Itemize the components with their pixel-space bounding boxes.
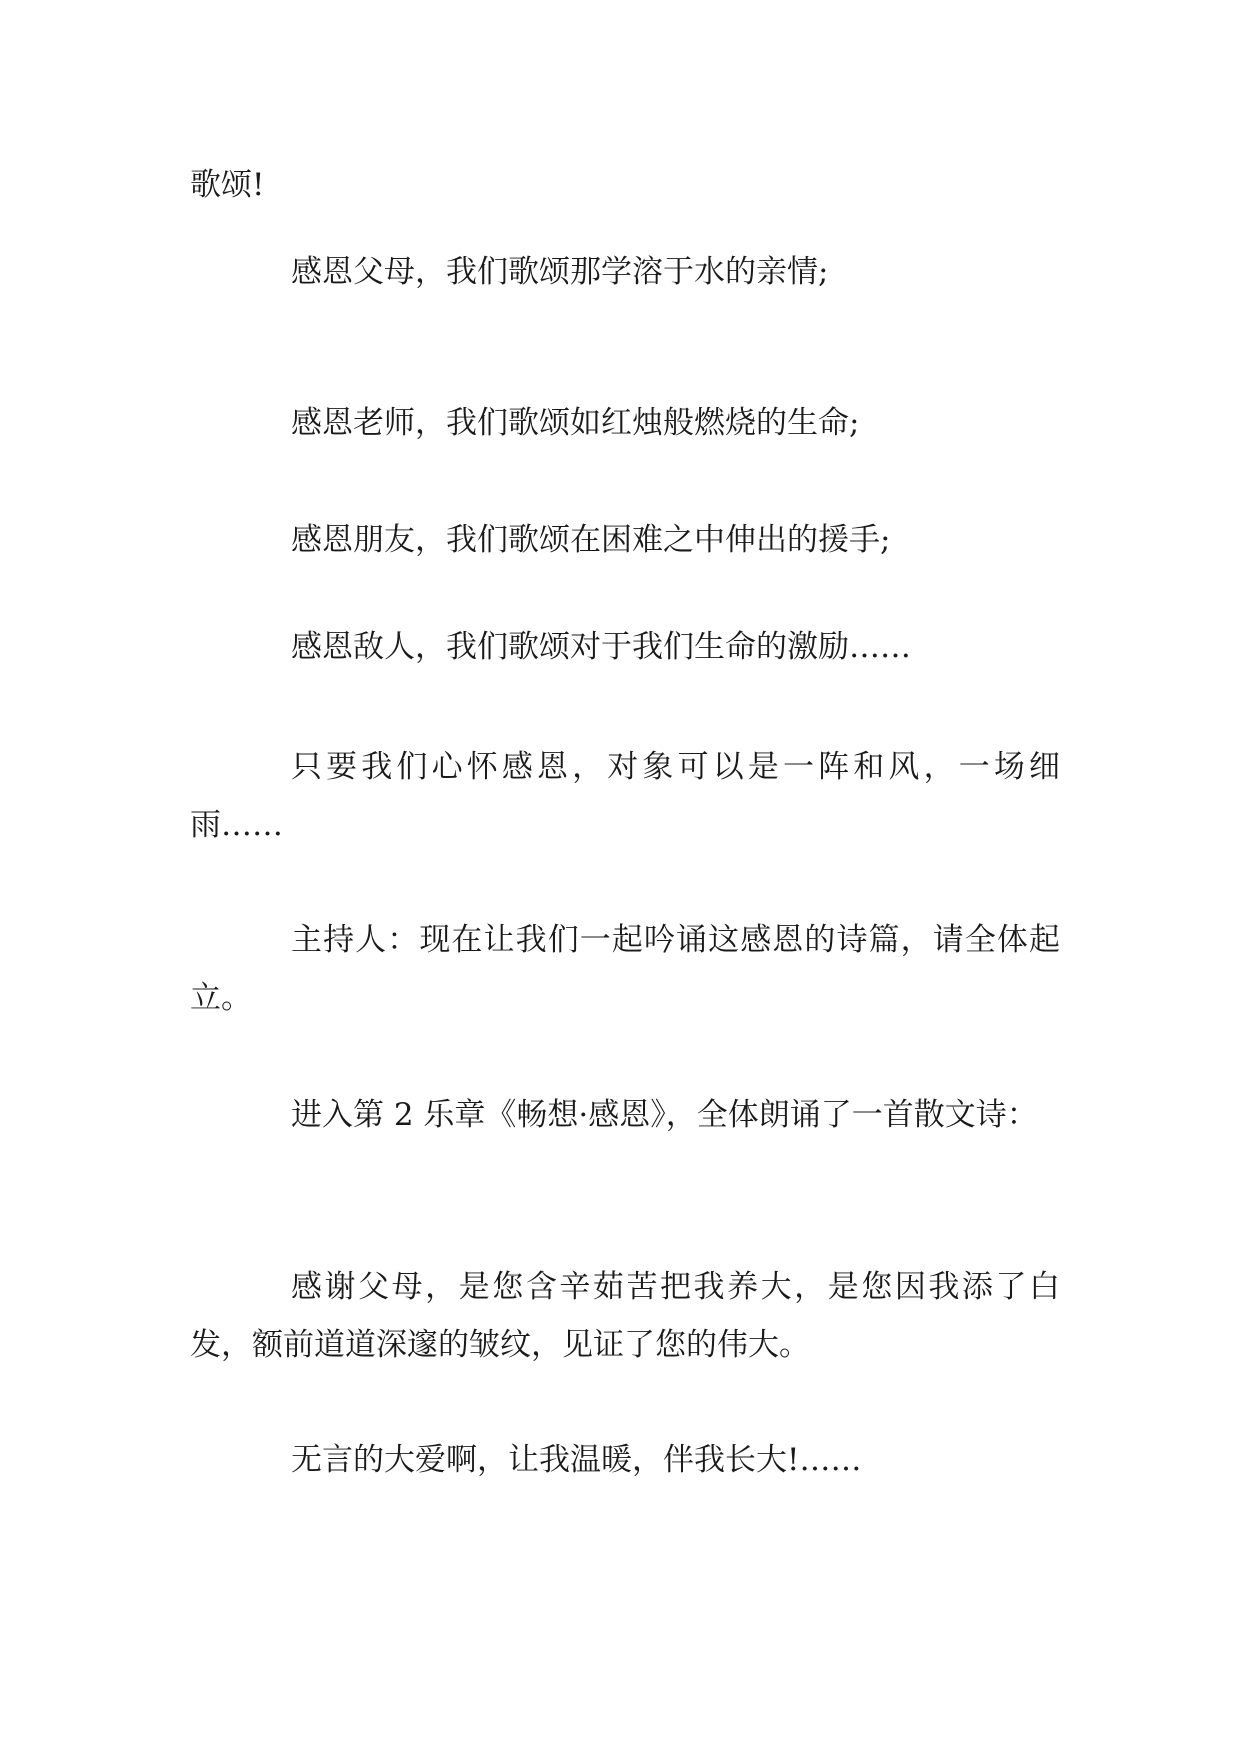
- paragraph-6: 只要我们心怀感恩，对象可以是一阵和风，一场细雨……: [190, 749, 1060, 843]
- paragraph-1: 歌颂!: [190, 167, 265, 203]
- paragraph-4: 感恩朋友，我们歌颂在困难之中伸出的援手;: [291, 522, 891, 558]
- paragraph-7: 主持人：现在让我们一起吟诵这感恩的诗篇，请全体起立。: [190, 922, 1060, 1016]
- paragraph-10: 无言的大爱啊，让我温暖，伴我长大!……: [291, 1442, 862, 1478]
- paragraph-5: 感恩敌人，我们歌颂对于我们生命的激励……: [291, 629, 911, 665]
- paragraph-8: 进入第 2 乐章《畅想·感恩》，全体朗诵了一首散文诗：: [291, 1097, 1038, 1133]
- paragraph-3: 感恩老师，我们歌颂如红烛般燃烧的生命;: [291, 405, 860, 441]
- paragraph-2: 感恩父母，我们歌颂那学溶于水的亲情;: [291, 254, 829, 290]
- paragraph-9: 感谢父母，是您含辛茹苦把我养大，是您因我添了白发，额前道道深邃的皱纹，见证了您的伟大。: [190, 1269, 1060, 1363]
